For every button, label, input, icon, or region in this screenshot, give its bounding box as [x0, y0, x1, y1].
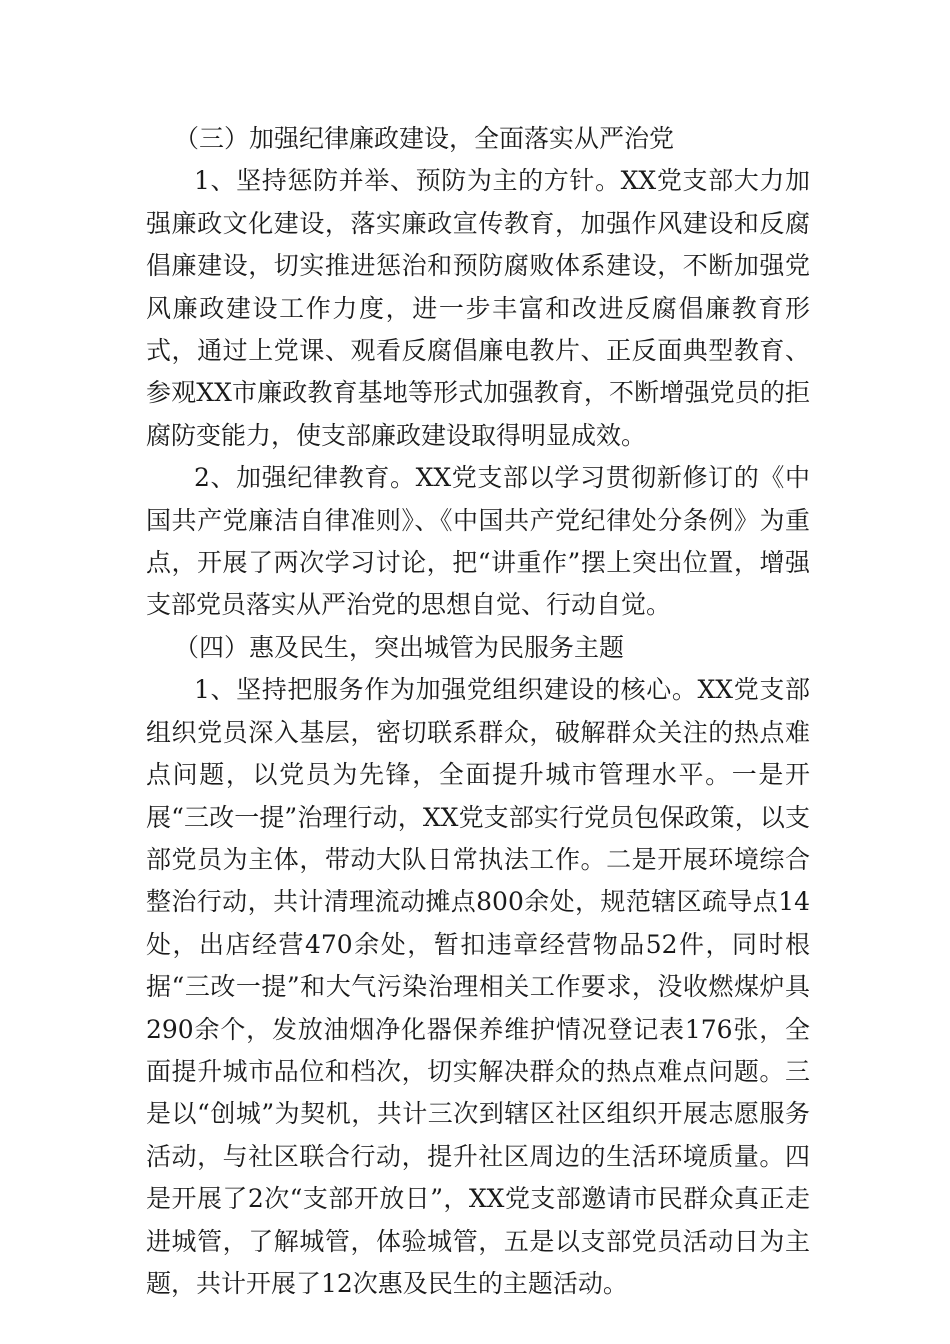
document-page [146, 118, 810, 1305]
section-4-heading: （四）惠及民生，突出城管为民服务主题 [174, 632, 625, 662]
section-3-heading: （三）加强纪律廉政建设，全面落实从严治党 [174, 124, 675, 153]
section-3-paragraph-1: 1、坚持惩防并举、预防为主的方针。XX党支部大力加强廉政文化建设，落实廉政宣传教育，加强作风建设和反腐倡廉建设，切实推进惩治和预防腐败体系建设，不断加强党风廉政建设工作力度，进一步丰富和改进反腐倡廉教育形式，通过上党课、观看反腐倡廉电教片、正反面典型教育、参观XX市廉政教育基地等形式加强教育，不断增强党员的拒腐防变能力，使支部廉政建设取得明显成效。 [146, 166, 810, 450]
section-3-paragraph-2: 2、加强纪律教育。XX党支部以学习贯彻新修订的《中国共产党廉洁自律准则》、《中国共产党纪律处分条例》为重点，开展了两次学习讨论，把“讲重作”摆上突出位置，增强支部党员落实从严治党的思想自觉、行动自觉。 [146, 463, 810, 620]
section-4-paragraph-1: 1、坚持把服务作为加强党组织建设的核心。XX党支部组织党员深入基层，密切联系群众，破解群众关注的热点难点问题，以党员为先锋，全面提升城市管理水平。一是开展“三改一提”治理行动，XX党支部实行党员包保政策，以支部党员为主体，带动大队日常执法工作。二是开展环境综合整治行动，共计清理流动摊点800余处，规范辖区疏导点14处，出店经营470余处，暂扣违章经营物品52件，同时根据“三改一提”和大气污染治理相关工作要求，没收燃煤炉具290余个，发放油烟净化器保养维护情况登记表176张，全面提升城市品位和档次，切实解决群众的热点难点问题。三是以“创城”为契机，共计三次到辖区社区组织开展志愿服务活动，与社区联合行动，提升社区周边的生活环境质量。四是开展了2次“支部开放日”，XX党支部邀请市民群众真正走进城管，了解城管，体验城管，五是以支部党员活动日为主题，共计开展了12次惠及民生的主题活动。 [146, 675, 810, 1298]
